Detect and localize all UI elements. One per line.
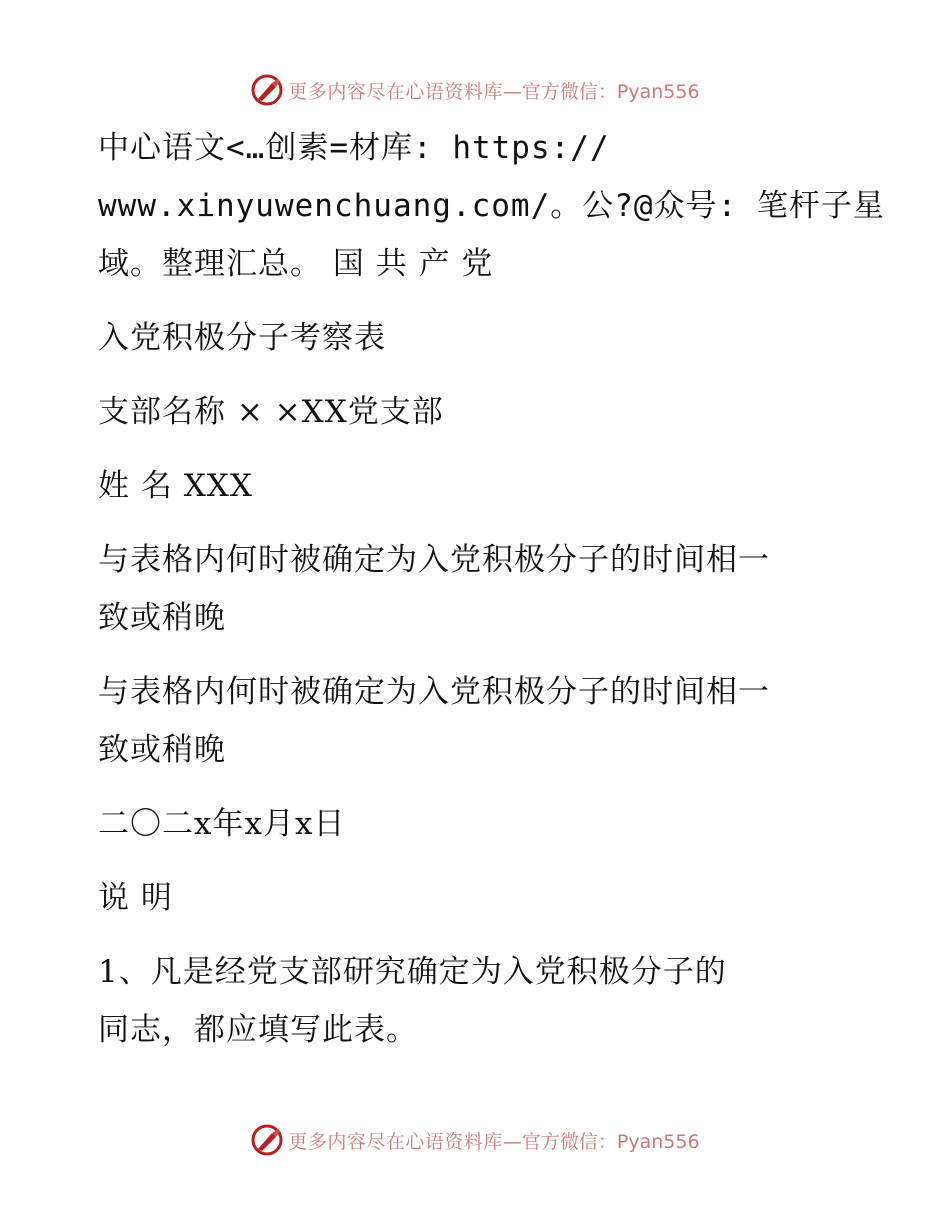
note-1-line-2: 致或稍晚 (98, 600, 226, 636)
header-banner-wechat: —官方微信：Pyan556 (502, 80, 700, 103)
pen-logo-icon (250, 73, 284, 107)
applicant-name-line: 姓 名 XXX (98, 468, 253, 504)
item-1-line-1: 1、凡是经党支部研究确定为入党积极分子的 (98, 954, 727, 990)
note-2-line-2: 致或稍晚 (98, 732, 226, 768)
date-line: 二〇二x年x月x日 (98, 806, 346, 842)
intro-line-1: 中心语文<…创素=材库: https:// (98, 130, 610, 166)
intro-line-3: 域。整理汇总。 国 共 产 党 (98, 246, 494, 282)
pen-logo-icon (250, 1123, 284, 1157)
header-banner (0, 68, 950, 112)
footer-banner-wechat: —官方微信：Pyan556 (502, 1130, 700, 1153)
branch-name-line: 支部名称 × ×XX党支部 (98, 394, 444, 430)
footer-banner-text: 更多内容尽在心语资料库 (288, 1130, 503, 1153)
footer-banner (0, 1118, 950, 1162)
header-banner-text: 更多内容尽在心语资料库 (288, 80, 503, 103)
form-title: 入党积极分子考察表 (98, 320, 386, 356)
note-2-line-1: 与表格内何时被确定为入党积极分子的时间相一 (98, 674, 770, 710)
note-1-line-1: 与表格内何时被确定为入党积极分子的时间相一 (98, 542, 770, 578)
explanation-heading: 说 明 (98, 880, 173, 916)
intro-line-2: www.xinyuwenchuang.com/。公?@众号: 笔杆子星 (98, 188, 885, 224)
item-1-line-2: 同志，都应填写此表。 (98, 1012, 418, 1048)
